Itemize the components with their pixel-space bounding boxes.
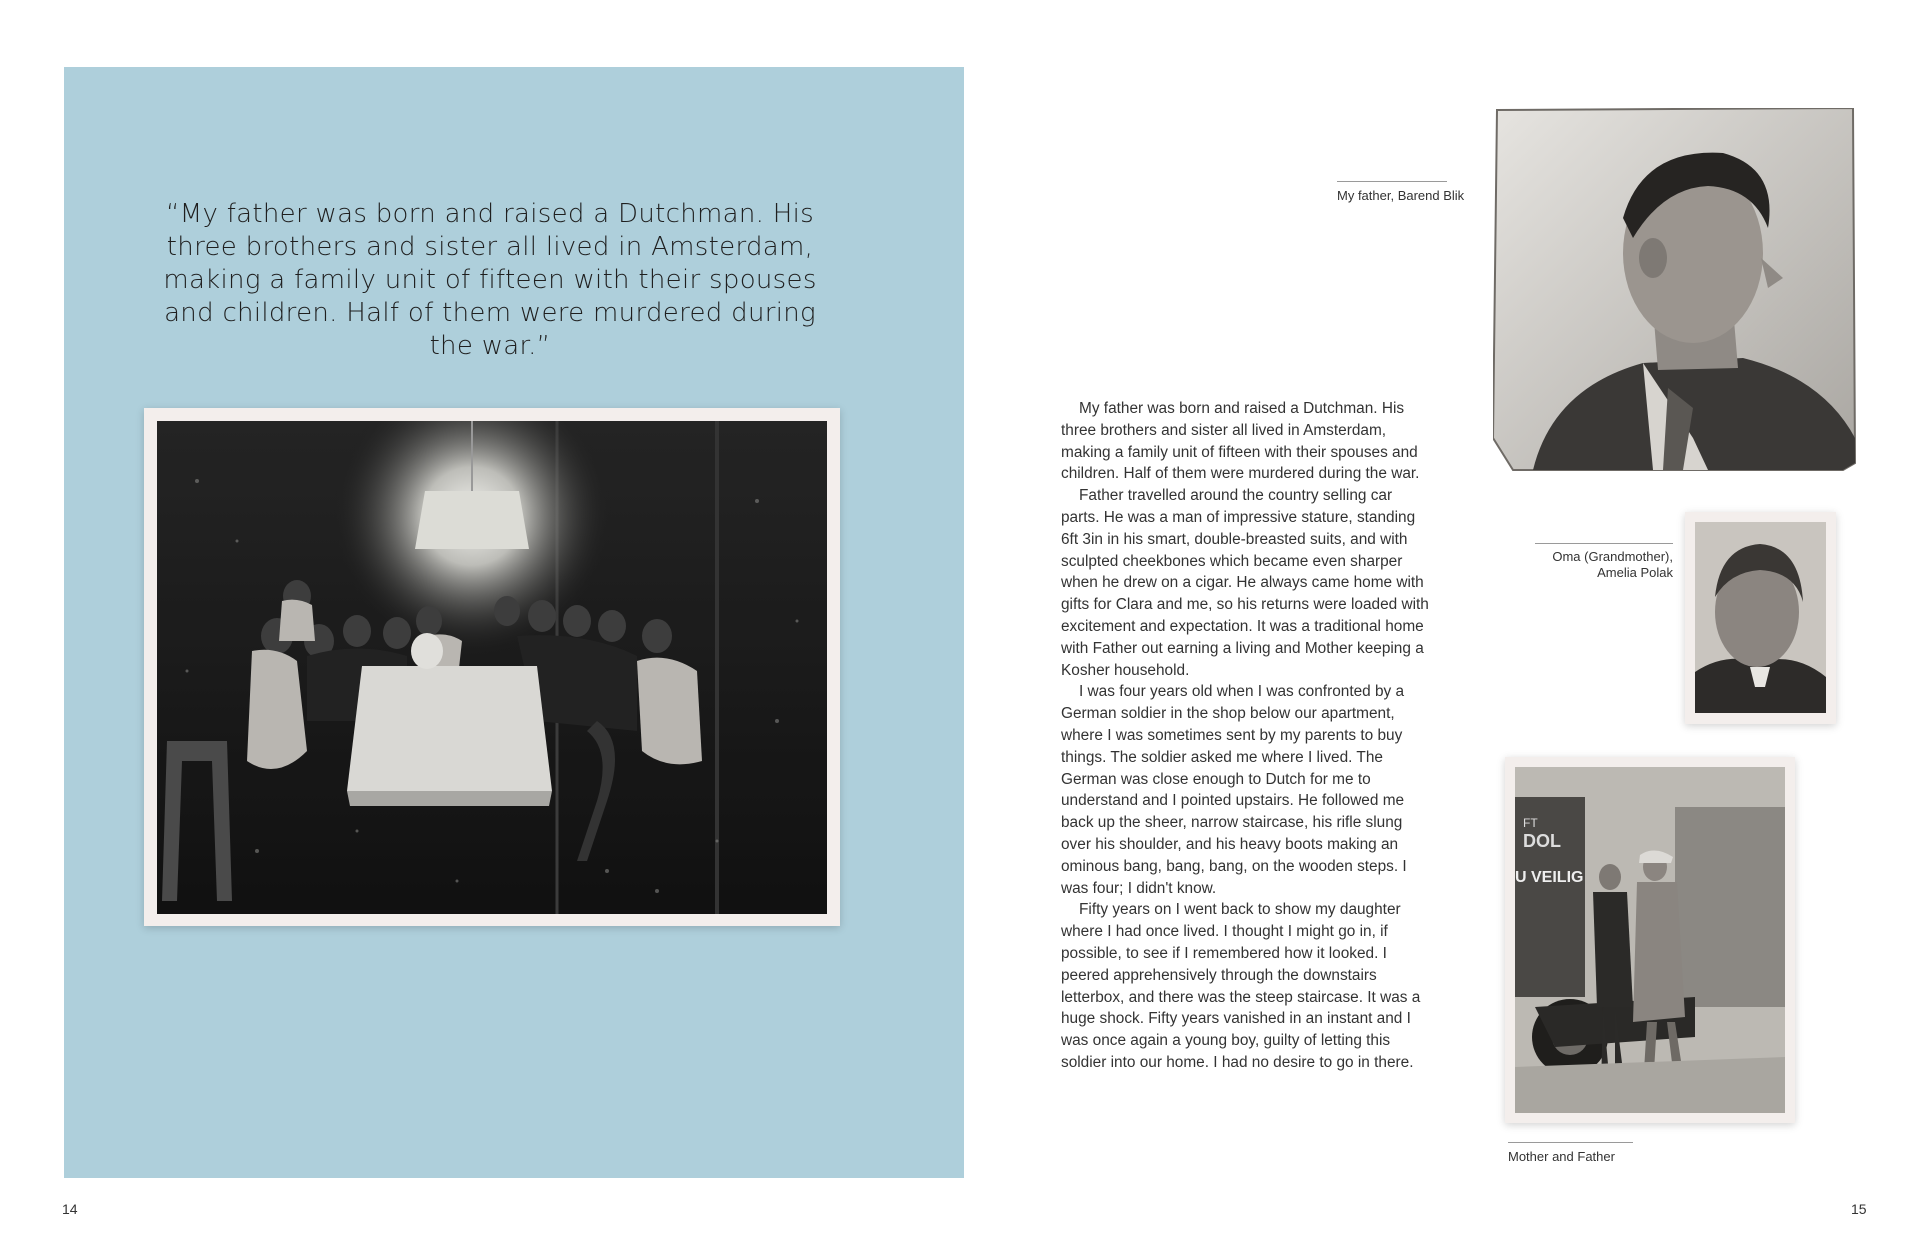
parents-caption-rule (1508, 1142, 1633, 1143)
oma-caption-line2: Amelia Polak (1597, 565, 1673, 580)
oma-portrait-photo (1685, 512, 1836, 724)
father-caption: My father, Barend Blik (1337, 188, 1465, 203)
oma-caption-line1: Oma (Grandmother), (1552, 549, 1673, 564)
father-portrait-image (1493, 108, 1856, 472)
family-dinner-photo (144, 408, 840, 926)
father-portrait-photo (1493, 108, 1856, 472)
parents-photo (1505, 757, 1795, 1123)
page-number-right: 15 (1851, 1201, 1867, 1217)
parents-caption: Mother and Father (1508, 1149, 1615, 1164)
pull-quote: “My father was born and raised a Dutchman. His three brothers and sister all lived in Amsterdam, making a family unit of fifteen with their spouses and children. Half of them were murdered during the war.” (163, 199, 817, 361)
body-paragraph: Father travelled around the country selling car parts. He was a man of impressive stature, standing 6ft 3in in his smart, double-breasted suits, and with sculpted cheekbones which became even sharper when he drew on a cigar. He always came home with gifts for Clara and me, so his returns were loaded with excitement and expectation. It was a traditional home with Father out earning a living and Mother keeping a Kosher household. (1061, 487, 1429, 679)
father-caption-rule (1337, 181, 1447, 182)
sign-line2: DOL (1523, 831, 1561, 851)
sign-line1: FT (1523, 816, 1538, 830)
page-number-left: 14 (62, 1201, 78, 1217)
oma-caption-rule (1535, 543, 1673, 544)
body-paragraph: I was four years old when I was confronted by a German soldier in the shop below our apartment, where I was sometimes sent by my parents to buy things. The soldier asked me where I lived. The German was close enough to Dutch for me to understand and I pointed upstairs. He followed me back up the sheer, narrow staircase, his rifle slung over his shoulder, and his heavy boots making an ominous bang, bang, bang, on the wooden steps. I was four; I didn't know. (1061, 683, 1407, 897)
body-paragraph: My father was born and raised a Dutchman. His three brothers and sister all lived in Amsterdam, making a family unit of fifteen with their spouses and children. Half of them were murdered during the war. (1061, 400, 1420, 483)
sign-line3: U VEILIG (1515, 869, 1584, 886)
body-text (1061, 398, 1433, 1074)
parents-image (1515, 767, 1785, 1113)
body-paragraph: Fifty years on I went back to show my daughter where I had once lived. I thought I might go in, if possible, to see if I remembered how it looked. I peered apprehensively through the downstairs letterbox, and there was the steep staircase. It was a huge shock. Fifty years vanished in an instant and I was once again a young boy, guilty of letting this soldier into our home. I had no desire to go in there. (1061, 901, 1421, 1071)
oma-caption (1535, 549, 1673, 581)
family-dinner-image (157, 421, 827, 914)
oma-portrait-image (1695, 522, 1826, 713)
